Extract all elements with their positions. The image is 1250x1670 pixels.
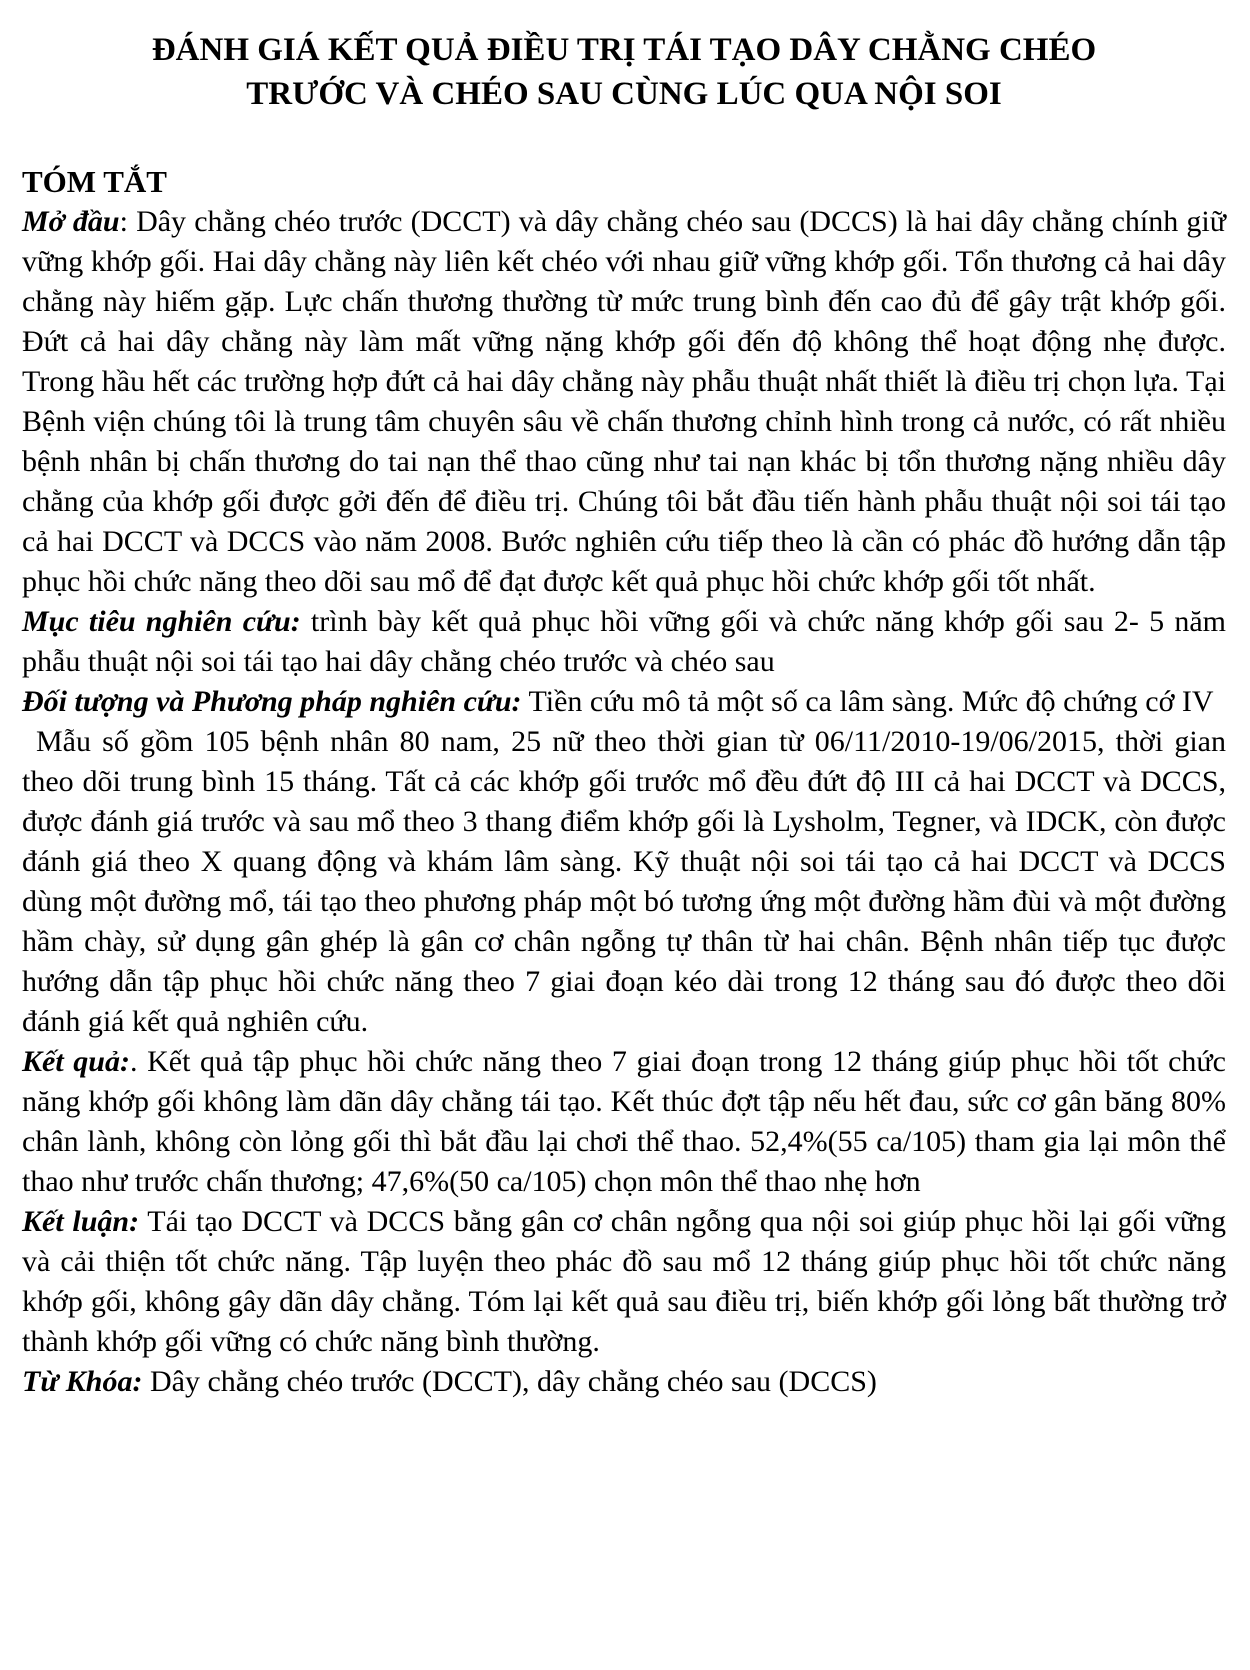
objective-label: Mục tiêu nghiên cứu: xyxy=(22,605,301,638)
paper-title-line-2: TRƯỚC VÀ CHÉO SAU CÙNG LÚC QUA NỘI SOI xyxy=(246,76,1002,112)
keywords-label: Từ Khóa: xyxy=(22,1365,143,1398)
results-paragraph xyxy=(22,1042,1226,1202)
keywords-paragraph xyxy=(22,1362,1226,1402)
conclusion-text: Tái tạo DCCT và DCCS bằng gân cơ chân ngỗng qua nội soi giúp phục hồi lại gối vững và cải thiện tốt chức năng. Tập luyện theo phác đồ sau mổ 12 tháng giúp phục hồi tốt chức năng khớp gối, không gây dãn dây chằng. Tóm lại kết quả sau điều trị, biến khớp gối lỏng bất thường trở thành khớp gối vững có chức năng bình thường. xyxy=(22,1205,1226,1358)
objective-text: trình bày kết quả phục hồi vững gối và chức năng khớp gối sau 2- 5 năm phẫu thuật nội soi tái tạo hai dây chằng chéo trước và chéo sau xyxy=(22,605,1226,678)
intro-paragraph xyxy=(22,202,1226,602)
keywords-text: Dây chằng chéo trước (DCCT), dây chằng chéo sau (DCCS) xyxy=(142,1365,877,1398)
methods-paragraph xyxy=(22,682,1226,722)
sample-paragraph: Mẫu số gồm 105 bệnh nhân 80 nam, 25 nữ theo thời gian từ 06/11/2010-19/06/2015, thời gian theo dõi trung bình 15 tháng. Tất cả các khớp gối trước mổ đều đứt độ III cả hai DCCT và DCCS, được đánh giá trước và sau mổ theo 3 thang điểm khớp gối là Lysholm, Tegner, và IDCK, còn được đánh giá theo X quang động và khám lâm sàng. Kỹ thuật nội soi tái tạo cả hai DCCT và DCCS dùng một đường mổ, tái tạo theo phương pháp một bó tương ứng một đường hầm đùi và một đường hầm chày, sử dụng gân ghép là gân cơ chân ngỗng tự thân từ hai chân. Bệnh nhân tiếp tục được hướng dẫn tập phục hồi chức năng theo 7 giai đoạn kéo dài trong 12 tháng sau đó được theo dõi đánh giá kết quả nghiên cứu. xyxy=(22,725,1226,1038)
abstract-section xyxy=(22,162,1226,1402)
paper-title-line-1: ĐÁNH GIÁ KẾT QUẢ ĐIỀU TRỊ TÁI TẠO DÂY CHẰNG CHÉO xyxy=(151,32,1097,68)
conclusion-label: Kết luận: xyxy=(22,1205,140,1238)
objective-paragraph xyxy=(22,602,1226,682)
results-label: Kết quả: xyxy=(22,1045,130,1078)
intro-label: Mở đầu xyxy=(22,205,120,238)
abstract-heading: TÓM TẮT xyxy=(22,164,167,199)
conclusion-paragraph xyxy=(22,1202,1226,1362)
paper-title xyxy=(22,28,1226,116)
methods-label: Đối tượng và Phương pháp nghiên cứu: xyxy=(22,685,522,718)
methods-text: Tiền cứu mô tả một số ca lâm sàng. Mức độ chứng cớ IV xyxy=(521,685,1214,718)
intro-text: : Dây chằng chéo trước (DCCT) và dây chằng chéo sau (DCCS) là hai dây chằng chính giữ vững khớp gối. Hai dây chằng này liên kết chéo với nhau giữ vững khớp gối. Tổn thương cả hai dây chằng này hiếm gặp. Lực chấn thương thường từ mức trung bình đến cao đủ để gây trật khớp gối. Đứt cả hai dây chằng này làm mất vững nặng khớp gối đến độ không thể hoạt động nhẹ được. Trong hầu hết các trường hợp đứt cả hai dây chằng này phẫu thuật nhất thiết là điều trị chọn lựa. Tại Bệnh viện chúng tôi là trung tâm chuyên sâu về chấn thương chỉnh hình trong cả nước, có rất nhiều bệnh nhân bị chấn thương do tai nạn thể thao cũng như tai nạn khác bị tổn thương nặng nhiều dây chằng của khớp gối được gởi đến để điều trị. Chúng tôi bắt đầu tiến hành phẫu thuật nội soi tái tạo cả hai DCCT và DCCS vào năm 2008. Bước nghiên cứu tiếp theo là cần có phác đồ hướng dẫn tập phục hồi chức năng theo dõi sau mổ để đạt được kết quả phục hồi chức khớp gối tốt nhất. xyxy=(22,205,1226,598)
results-text: . Kết quả tập phục hồi chức năng theo 7 giai đoạn trong 12 tháng giúp phục hồi tốt chức năng khớp gối không làm dãn dây chằng tái tạo. Kết thúc đợt tập nếu hết đau, sức cơ gân băng 80% chân lành, không còn lỏng gối thì bắt đầu lại chơi thể thao. 52,4%(55 ca/105) tham gia lại môn thể thao như trước chấn thương; 47,6%(50 ca/105) chọn môn thể thao nhẹ hơn xyxy=(22,1045,1226,1198)
